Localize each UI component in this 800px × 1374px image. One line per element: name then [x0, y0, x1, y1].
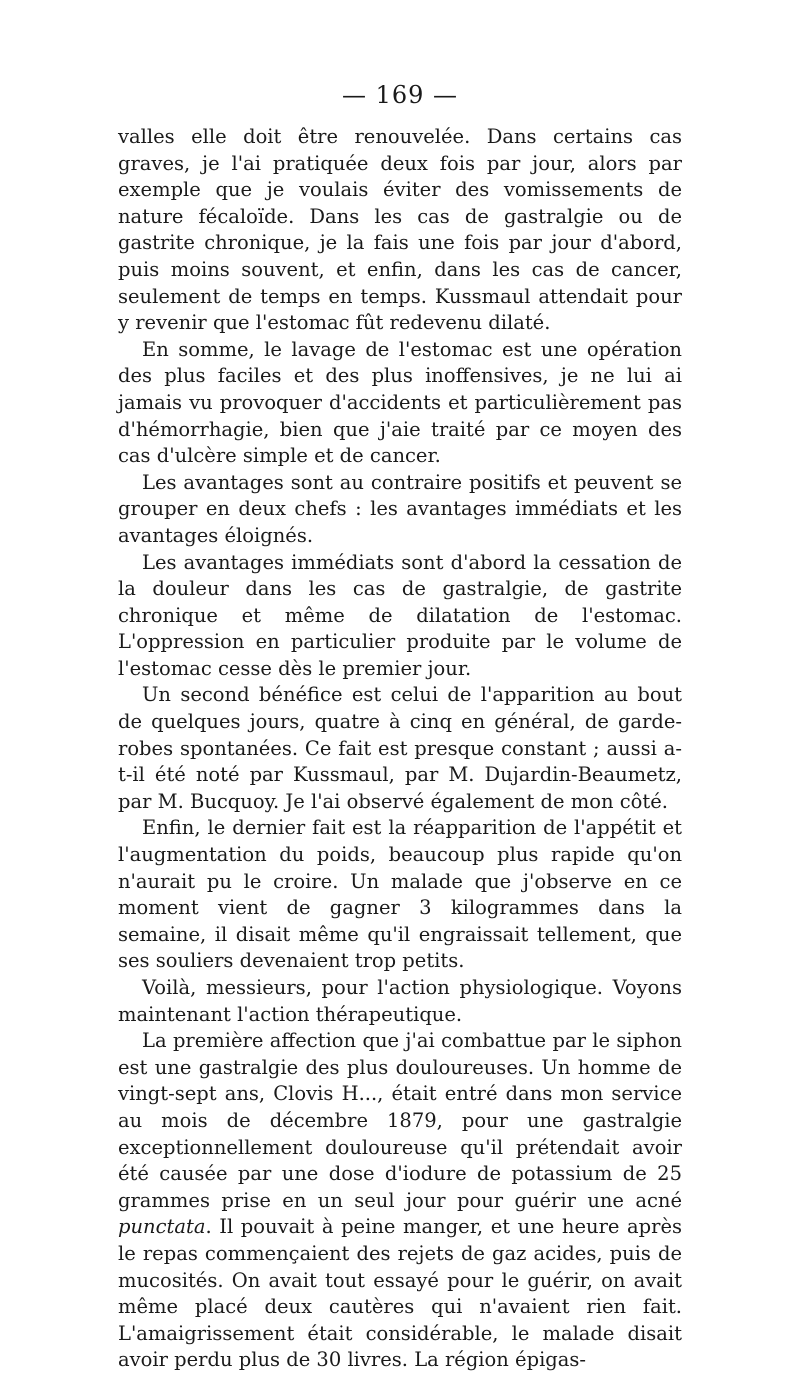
- page-body: [118, 124, 682, 1374]
- case-text-after: . Il pouvait à peine manger, et une heure après le repas commençaient des rejets de gaz acides, puis de mucosités. On avait tout essayé pour le guérir, on avait même placé deux cautères qui n'avaient rien fait. L'amaigrissement était considérable, le malade disait avoir perdu plus de 30 livres. La région épigas-: [118, 1215, 682, 1372]
- page-number: — 169 —: [341, 81, 459, 109]
- paragraph-immediate-advantages: Les avantages immédiats sont d'abord la cessation de la douleur dans les cas de gastralgie, de gastrite chronique et même de dilatation de l'estomac. L'oppression en particulier produite par le volume de l'estomac cesse dès le premier jour.: [118, 550, 682, 680]
- italic-term: punctata: [118, 1215, 206, 1239]
- case-text-before: La première affection que j'ai combattue par le siphon est une gastralgie des plus douloureuses. Un homme de vingt-sept ans, Clovis H..., était entré dans mon service au mois de décembre 1879, pour une gastralgie exceptionnellement douloureuse qu'il prétendait avoir été causée par une dose d'iodure de potassium de 25 grammes prise en un seul jour pour guérir une acné: [118, 1029, 682, 1212]
- paragraph-transition: Voilà, messieurs, pour l'action physiologique. Voyons maintenant l'action thérapeutique.: [118, 976, 682, 1026]
- paragraph-appetite-weight: Enfin, le dernier fait est la réapparition de l'appétit et l'augmentation du poids, beaucoup plus rapide qu'on n'aurait pu le croire. Un malade que j'observe en ce moment vient de gagner 3 kilogrammes dans la semaine, il disait même qu'il engraissait tellement, que ses souliers devenaient trop petits.: [118, 816, 682, 973]
- book-page: [118, 80, 682, 1374]
- paragraph-advantages-intro: Les avantages sont au contraire positifs et peuvent se grouper en deux chefs : les avantages immédiats et les avantages éloignés.: [118, 470, 682, 547]
- paragraph-case-gastralgia: [118, 1028, 682, 1374]
- paragraph-second-benefit: Un second bénéfice est celui de l'apparition au bout de quelques jours, quatre à cinq en général, de garde-robes spontanées. Ce fait est presque constant ; aussi a-t-il été noté par Kussmaul, par M. Dujardin-Beaumetz, par M. Bucquoy. Je l'ai observé également de mon côté.: [118, 683, 682, 813]
- paragraph-lavage-frequency: valles elle doit être renouvelée. Dans certains cas graves, je l'ai pratiquée deux fois par jour, alors par exemple que je voulais éviter des vomissements de nature fécaloïde. Dans les cas de gastralgie ou de gastrite chronique, je la fais une fois par jour d'abord, puis moins souvent, et enfin, dans les cas de cancer, seulement de temps en temps. Kussmaul attendait pour y revenir que l'estomac fût redevenu dilaté.: [118, 125, 682, 335]
- paragraph-safety: En somme, le lavage de l'estomac est une opération des plus faciles et des plus inoffensives, je ne lui ai jamais vu provoquer d'accidents et particulièrement pas d'hémorrhagie, bien que j'aie traité par ce moyen des cas d'ulcère simple et de cancer.: [118, 337, 682, 468]
